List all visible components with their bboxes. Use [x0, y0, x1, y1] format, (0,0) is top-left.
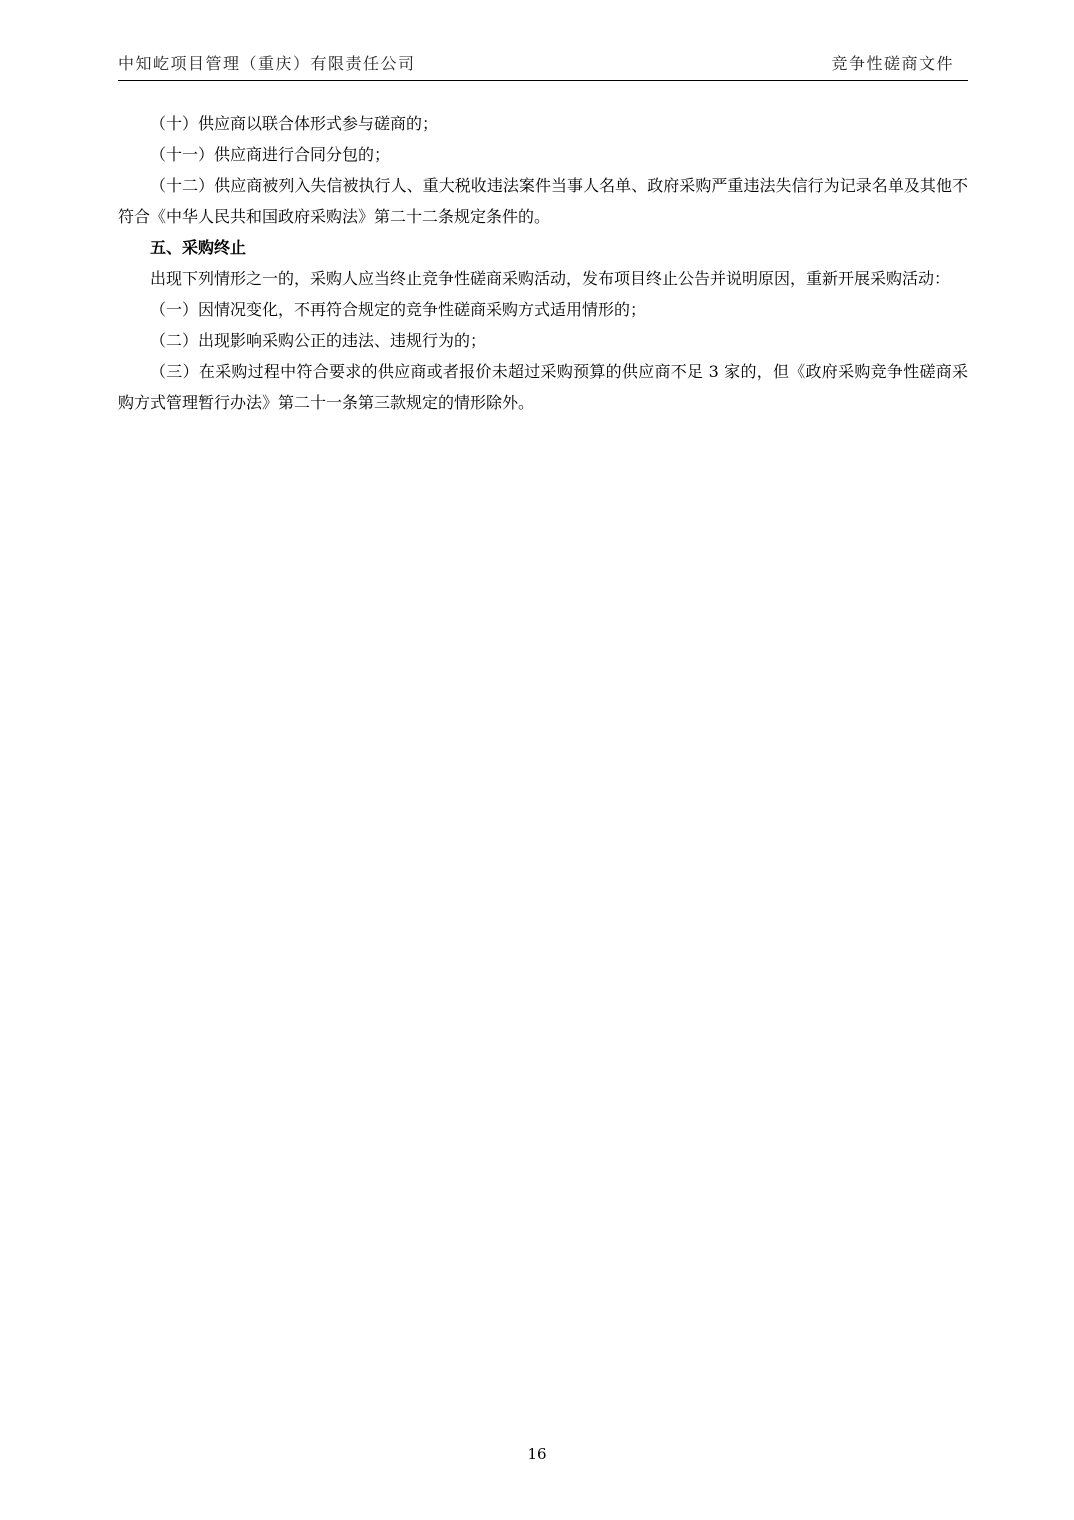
header-document-type: 竞争性磋商文件: [831, 54, 954, 73]
clause-11: （十一）供应商进行合同分包的；: [150, 145, 391, 164]
termination-case-3: （三）在采购过程中符合要求的供应商或者报价未超过采购预算的供应商不足 3 家的，但《政府采购竞争性磋商采购方式管理暂行办法》第二十一条第三款规定的情形除外。: [118, 362, 968, 412]
clause-10: （十）供应商以联合体形式参与磋商的；: [150, 114, 439, 133]
termination-intro: 出现下列情形之一的，采购人应当终止竞争性磋商采购活动，发布项目终止公告并说明原因，重新开展采购活动：: [150, 269, 951, 288]
termination-case-1: （一）因情况变化，不再符合规定的竞争性磋商采购方式适用情形的；: [150, 300, 647, 319]
header-company-name: 中知屹项目管理（重庆）有限责任公司: [118, 54, 416, 73]
document-body: [118, 108, 968, 418]
page-number: 16: [527, 1445, 547, 1463]
section-heading-procurement-termination: 五、采购终止: [150, 238, 247, 257]
clause-12: （十二）供应商被列入失信被执行人、重大税收违法案件当事人名单、政府采购严重违法失信行为记录名单及其他不符合《中华人民共和国政府采购法》第二十二条规定条件的。: [118, 176, 968, 226]
termination-case-2: （二）出现影响采购公正的违法、违规行为的；: [150, 331, 487, 350]
page-header: [118, 52, 968, 81]
